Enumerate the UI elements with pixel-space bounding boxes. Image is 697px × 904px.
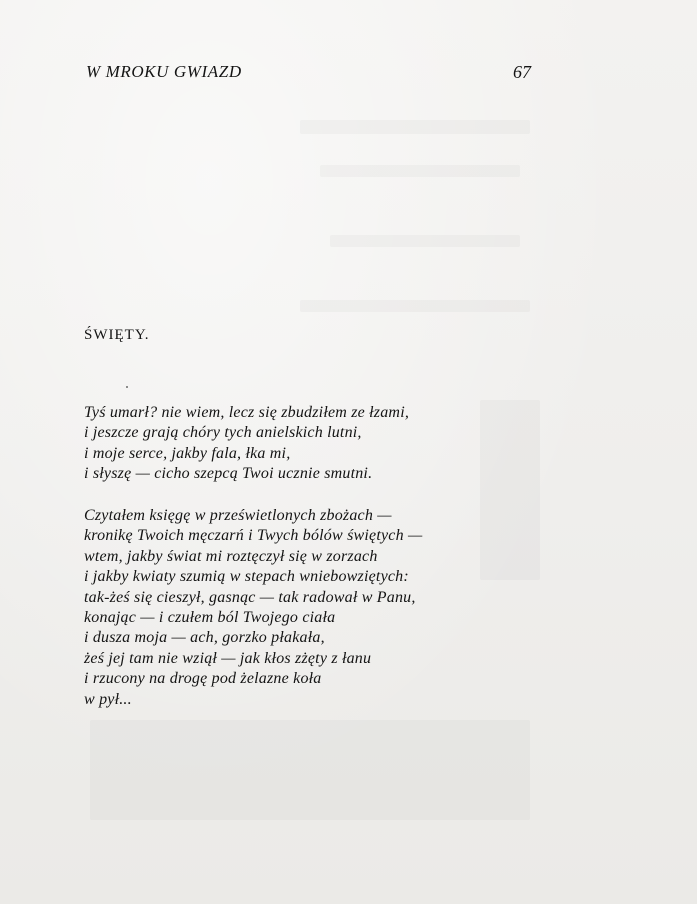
poem-title: ŚWIĘTY. (84, 327, 150, 343)
verse-line: i jakby kwiaty szumią w stepach wniebowziętych: (84, 568, 409, 586)
show-through-ghost (330, 235, 520, 247)
verse-line: Tyś umarł? nie wiem, lecz się zbudziłem ze łzami, (84, 404, 410, 421)
running-head: W MROKU GWIAZD (86, 62, 242, 81)
verse-line: kronikę Twoich męczarń i Twych bólów świętych — (84, 527, 423, 545)
show-through-ghost (90, 720, 530, 820)
verse-line: i rzucony na drogę pod żelazne koła (84, 670, 322, 688)
verse-line: i moje serce, jakby fala, łka mi, (84, 444, 291, 462)
verse-line: żeś jej tam nie wziął — jak kłos zżęty z łanu (84, 649, 372, 667)
verse-line: Czytałem księgę w prześwietlonych zbożach — (84, 507, 392, 524)
verse-line: w pył... (84, 690, 132, 708)
stanza-1 (84, 403, 409, 485)
show-through-ghost (300, 120, 530, 134)
verse-line: wtem, jakby świat mi roztęczył się w zorzach (84, 547, 378, 565)
print-speck (126, 386, 128, 388)
verse-line: i jeszcze grają chóry tych anielskich lutni, (84, 424, 362, 442)
show-through-ghost (300, 300, 530, 312)
verse-line: konając — i czułem ból Twojego ciała (84, 609, 336, 627)
verse-line: i słyszę — cicho szepcą Twoi ucznie smutni. (84, 465, 373, 483)
verse-line: tak-żeś się cieszył, gasnąc — tak radował w Panu, (84, 588, 416, 606)
show-through-ghost (480, 400, 540, 580)
verse-line: i dusza moja — ach, gorzko płakała, (84, 629, 325, 647)
page-number: 67 (513, 62, 531, 82)
stanza-2 (84, 506, 422, 710)
show-through-ghost (320, 165, 520, 177)
